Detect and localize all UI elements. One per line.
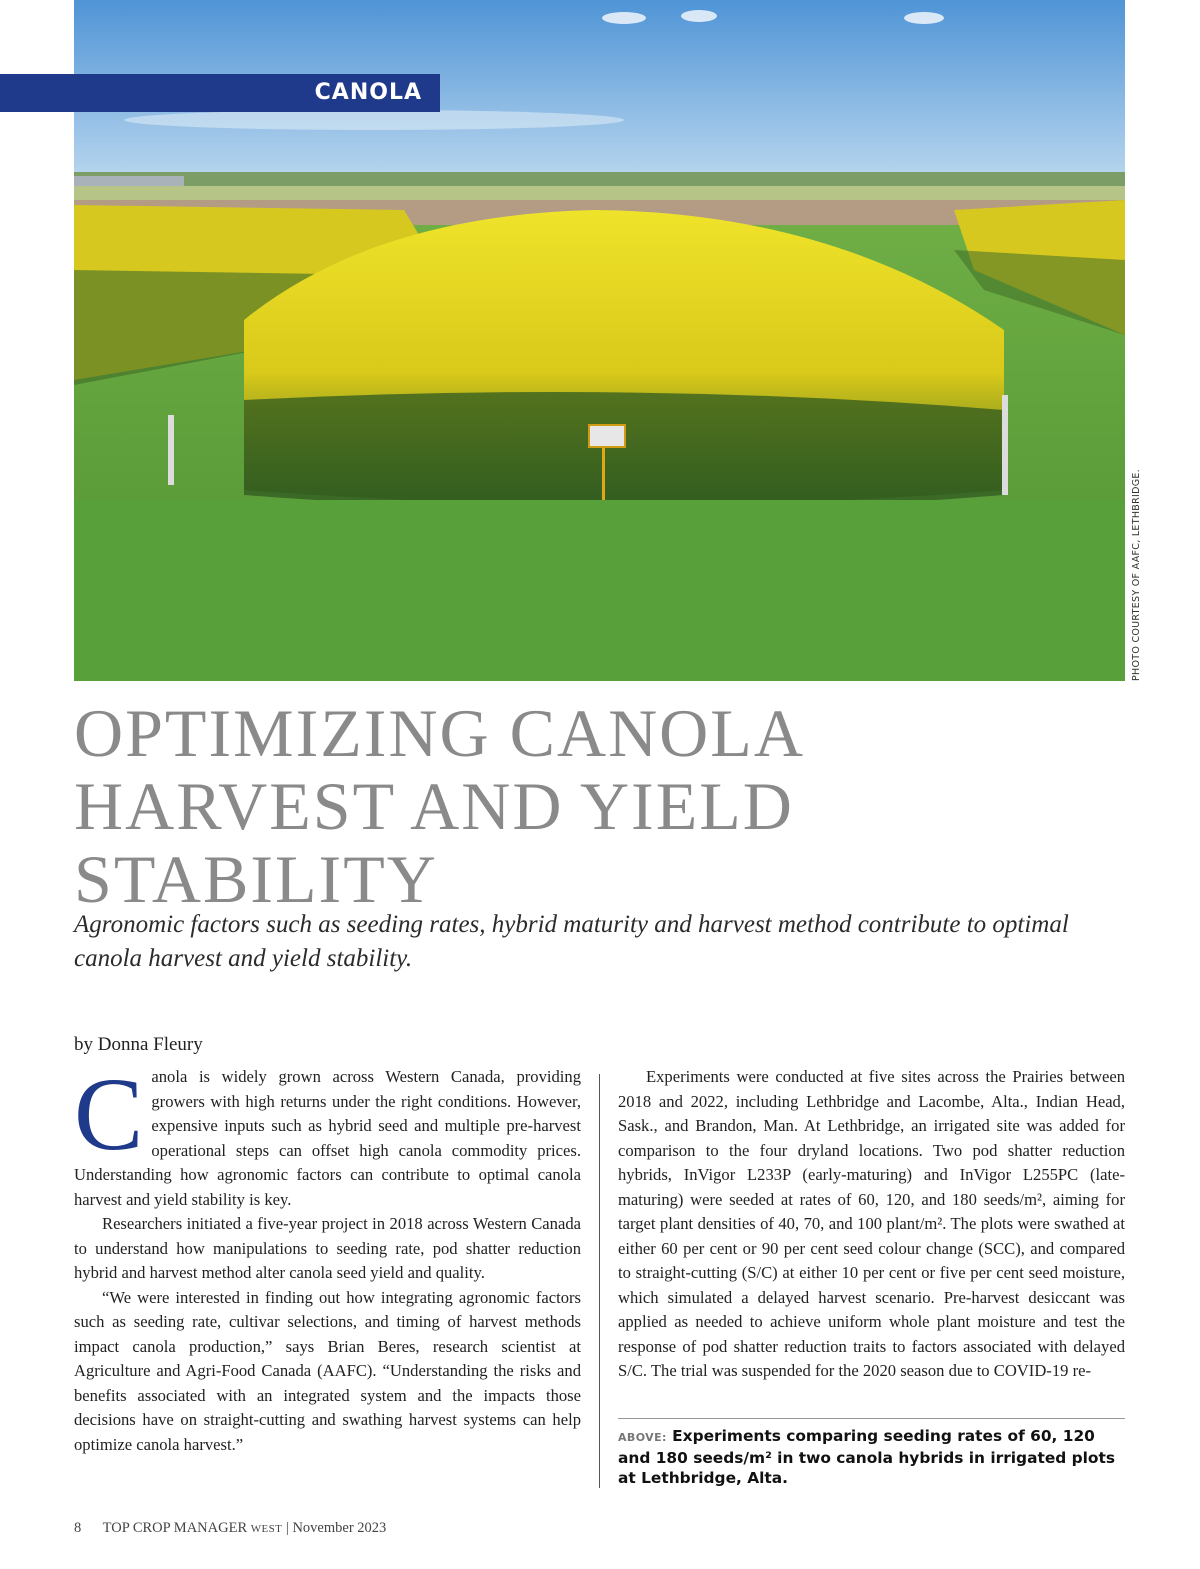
caption-lead: ABOVE: (618, 1431, 667, 1444)
page-footer (74, 1520, 386, 1537)
photo-caption (618, 1426, 1125, 1488)
magazine-name: TOP CROP MANAGER (102, 1520, 248, 1536)
caption-rule (618, 1418, 1125, 1419)
issue-date: | November 2023 (285, 1520, 387, 1536)
drop-cap: C (74, 1057, 144, 1172)
body-column-right (618, 1065, 1125, 1384)
body-paragraph: “We were interested in finding out how integrating agronomic factors such as seeding rate, cultivar selections, and timing of harvest methods impact canola production,” says Brian Beres, research scientist at Agriculture and Agri-Food Canada (AAFC). “Understanding the risks and benefits associated with an integrated system and the impacts those decisions have on straight-cutting and swathing harvest systems can help optimize canola harvest.” (74, 1287, 581, 1454)
body-paragraph: Researchers initiated a five-year project in 2018 across Western Canada to understand how manipulations to seeding rate, pod shatter reduction hybrid and harvest method alter canola seed yield and quality. (74, 1214, 581, 1282)
deck: Agronomic factors such as seeding rates, hybrid maturity and harvest method contribute to optimal canola harvest and yield stability. (74, 911, 1069, 972)
byline: by Donna Fleury (74, 1034, 203, 1055)
column-divider (599, 1074, 600, 1488)
headline: OPTIMIZING CANOLA HARVEST AND YIELD STABILITY (74, 695, 802, 917)
page-number: 8 (74, 1520, 82, 1536)
section-tag (0, 74, 440, 112)
body-column-left (74, 1057, 581, 1457)
magazine-edition: WEST (250, 1523, 283, 1535)
photo-credit: PHOTO COURTESY OF AAFC, LETHBRIDGE. (1131, 468, 1142, 681)
section-tag-label: CANOLA (314, 80, 422, 105)
body-paragraph: Experiments were conducted at five sites across the Prairies between 2018 and 2022, including Lethbridge and Lacombe, Alta., Indian Head, Sask., and Brandon, Man. At Lethbridge, an irrigated site was added for comparison to the four dryland locations. Two pod shatter reduction hybrids, InVigor L233P (early-maturing) and InVigor L255PC (late-maturing) were seeded at rates of 60, 120, and 180 seeds/m², aiming for target plant densities of 40, 70, and 100 plant/m². The plots were swathed at either 60 per cent or 90 per cent seed colour change (SCC), and compared to straight-cutting (S/C) at either 10 per cent or five per cent seed moisture, which simulated a delayed harvest scenario. Pre-harvest desiccant was applied as needed to achieve uniform whole plant moisture and test the response of pod shatter reduction traits to factors associated with delayed S/C. The trial was suspended for the 2020 season due to COVID-19 re- (618, 1067, 1125, 1380)
body-paragraph: anola is widely grown across Western Canada, providing growers with high returns under the right conditions. However, expensive inputs such as hybrid seed and multiple pre-harvest operational steps can offset high canola commodity prices. Understanding how agronomic factors can contribute to optimal canola harvest and yield stability is key. (74, 1067, 581, 1209)
caption-text: Experiments comparing seeding rates of 60, 120 and 180 seeds/m² in two canola hybrids in irrigated plots at Lethbridge, Alta. (618, 1427, 1116, 1487)
